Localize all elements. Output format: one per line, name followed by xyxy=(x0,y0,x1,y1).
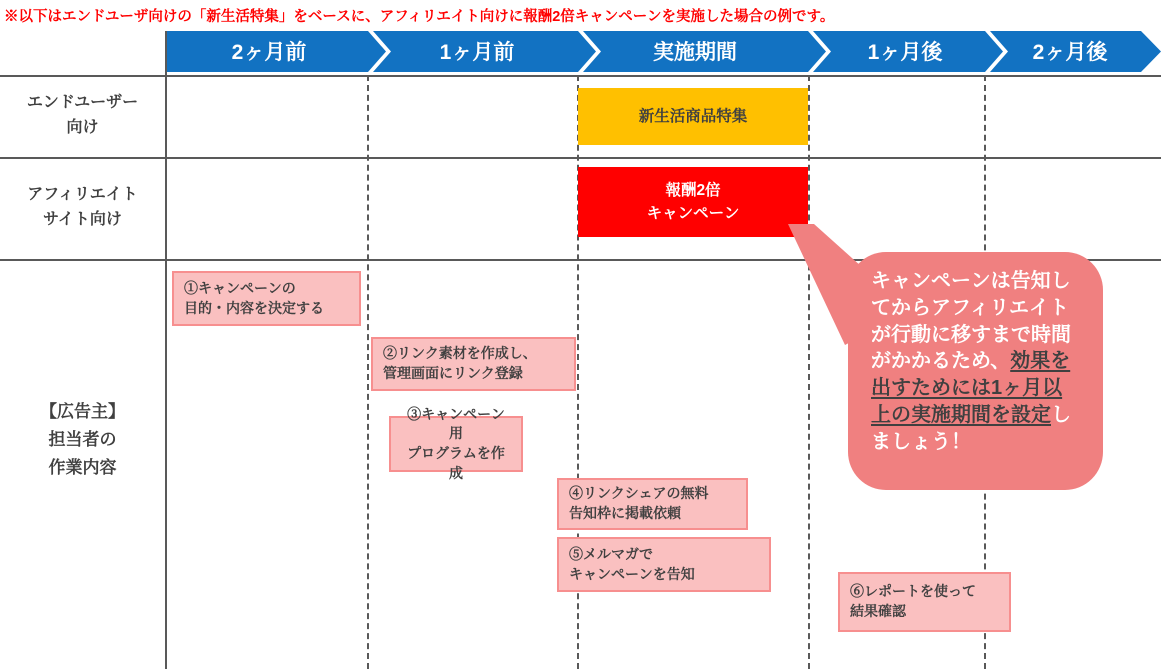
callout-text-after: しましょう！ xyxy=(871,403,1071,453)
grid-vline-col1 xyxy=(367,75,369,669)
grid-hline-row1 xyxy=(0,157,1161,159)
row-label-enduser xyxy=(0,75,165,157)
task-4-line1: ④リンクシェアの無料 xyxy=(569,485,709,502)
enduser-campaign-label: 新生活商品特集 xyxy=(638,107,748,125)
task-5-line2: キャンペーンを告知 xyxy=(569,565,695,582)
row-label-affiliate xyxy=(0,157,165,259)
task-box-5 xyxy=(557,537,771,592)
row-label-affiliate-line2: サイト向け xyxy=(43,211,122,228)
timeline-label-1mo-before: 1ヶ月前 xyxy=(439,41,515,64)
grid-hline-top xyxy=(0,75,1161,77)
timeline-header xyxy=(165,31,1161,72)
affiliate-campaign-label-line2: キャンペーン xyxy=(646,205,740,222)
slide-note: ※以下はエンドユーザ向けの「新生活特集」をベースに、アフィリエイト向けに報酬2倍キャンペーンを実施した場合の例です。 xyxy=(4,9,835,25)
enduser-campaign-bar xyxy=(578,88,808,145)
row-label-advertiser-line2: 担当者の xyxy=(48,429,117,449)
task-2-line2: 管理画面にリンク登録 xyxy=(383,365,523,381)
task-6-line2: 結果確認 xyxy=(850,603,906,619)
callout-text-before: キャンペーンは告知してからアフィリエイトが行動に移すまで時間がかかるため、 xyxy=(871,270,1071,373)
timeline-label-2mo-before: 2ヶ月前 xyxy=(231,41,307,64)
task-2-line1: ②リンク素材を作成し、 xyxy=(383,345,537,362)
affiliate-campaign-label-line1: 報酬2倍 xyxy=(665,181,721,199)
task-6-line1: ⑥レポートを使って xyxy=(850,583,976,600)
row-label-advertiser-line3: 作業内容 xyxy=(48,458,117,478)
callout-text-underlined: 効果を出すためには1ヶ月以上の実施期間を設定 xyxy=(871,350,1071,426)
task-3-line1: ③キャンペーン用 xyxy=(407,405,505,442)
grid-vline-labels xyxy=(165,31,167,669)
row-label-advertiser xyxy=(0,375,165,505)
task-4-line2: 告知枠に掲載依頼 xyxy=(569,505,681,521)
task-1-line1: ①キャンペーンの xyxy=(184,279,296,296)
callout-bubble xyxy=(848,252,1103,490)
task-box-3 xyxy=(389,405,523,481)
task-5-line1: ⑤メルマガで xyxy=(569,545,653,562)
task-1-line2: 目的・内容を決定する xyxy=(184,299,324,316)
row-label-affiliate-line1: アフィリエイト xyxy=(27,186,138,204)
task-box-1 xyxy=(172,271,361,326)
timeline-label-2mo-after: 2ヶ月後 xyxy=(1032,41,1108,64)
timeline-label-period: 実施期間 xyxy=(653,41,737,64)
row-label-advertiser-line1: 【広告主】 xyxy=(40,401,125,421)
grid-vline-col3 xyxy=(808,75,810,669)
row-label-enduser-line1: エンドユーザー xyxy=(26,94,139,112)
row-label-enduser-line2: 向け xyxy=(66,119,99,136)
timeline-label-1mo-after: 1ヶ月後 xyxy=(867,41,943,64)
task-box-2 xyxy=(371,337,576,391)
task-box-6 xyxy=(838,572,1011,632)
task-3-line2: プログラムを作成 xyxy=(407,445,505,481)
task-box-4 xyxy=(557,478,748,530)
